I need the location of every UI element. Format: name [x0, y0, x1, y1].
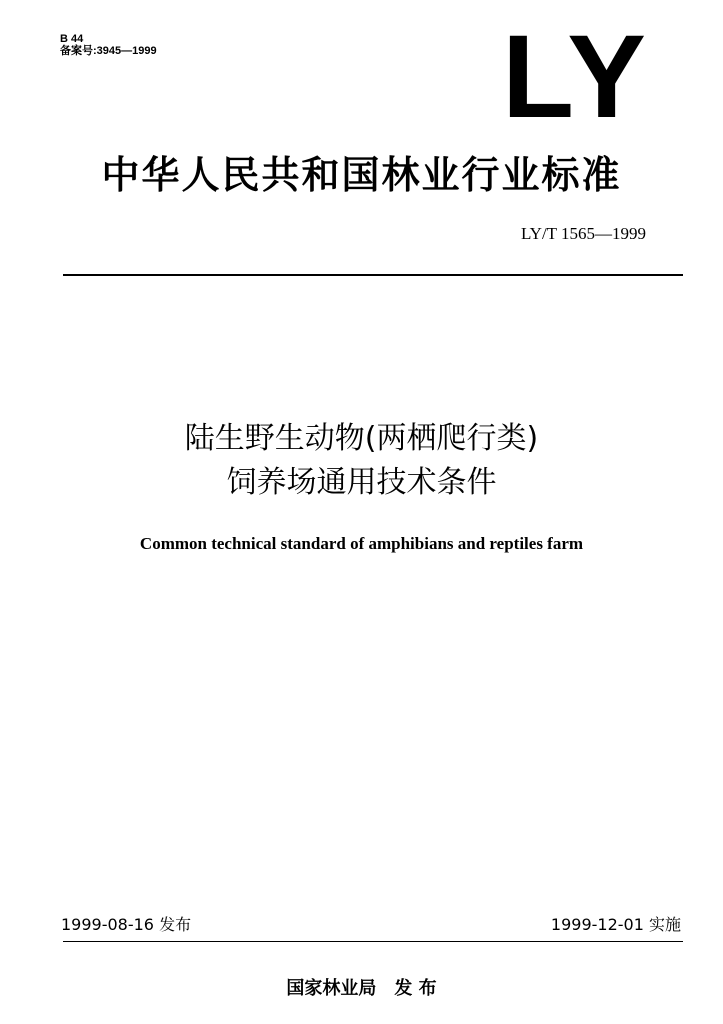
bottom-divider: [63, 941, 683, 942]
standard-series-title: 中华人民共和国林业行业标准: [101, 153, 622, 197]
standard-number: LY/T 1565—1999: [520, 224, 646, 243]
filing-number: 备案号:3945—1999: [60, 45, 157, 57]
standard-logo: LY: [502, 11, 650, 143]
issue-date: 1999-08-16 发布: [61, 915, 192, 934]
publisher-line: [40, 977, 683, 1001]
classification-code: B 44: [60, 33, 84, 45]
document-title-english: Common technical standard of amphibians and reptiles farm: [139, 534, 584, 553]
publisher-action: 发 布: [394, 978, 437, 999]
top-divider: [63, 274, 683, 276]
document-title-line-1: 陆生野生动物(两栖爬行类): [184, 421, 539, 456]
effective-date: 1999-12-01 实施: [550, 915, 681, 934]
document-title-line-2: 饲养场通用技术条件: [226, 465, 497, 500]
publisher-name: 国家林业局: [286, 978, 377, 999]
